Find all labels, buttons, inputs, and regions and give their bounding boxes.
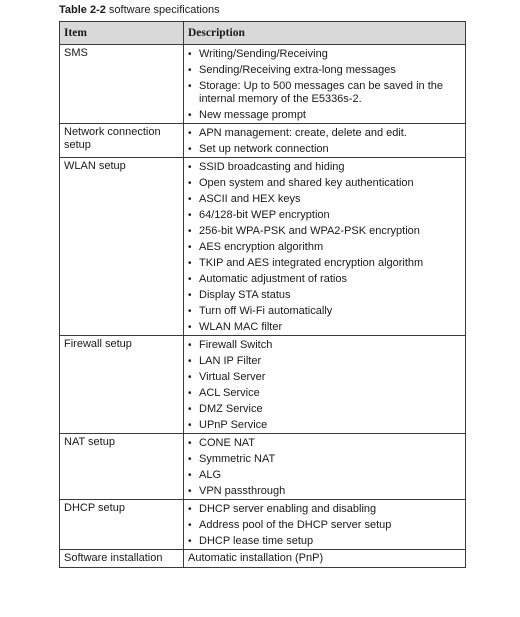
description-list-item [188,161,461,174]
bullet-icon: • [188,65,192,76]
bullet-icon: • [188,470,192,481]
description-cell [184,550,466,568]
bullet-icon: • [188,306,192,317]
software-specifications-table [59,21,466,568]
description-list-item [188,143,461,156]
description-text: Address pool of the DHCP server setup [199,519,392,531]
description-text: New message prompt [199,109,306,121]
description-list-item [188,80,461,106]
bullet-icon: • [188,388,192,399]
bullet-icon: • [188,110,192,121]
description-list-item [188,387,461,400]
item-cell: SMS [60,45,184,124]
description-text: LAN IP Filter [199,355,262,367]
table-row [60,158,466,336]
bullet-icon: • [188,420,192,431]
description-text: ACL Service [199,387,260,399]
item-cell: WLAN setup [60,158,184,336]
bullet-icon: • [188,49,192,60]
bullet-icon: • [188,438,192,449]
description-text: Automatic installation (PnP) [188,552,324,564]
bullet-icon: • [188,144,192,155]
table-caption-label: Table 2-2 [59,4,106,16]
description-list-item [188,289,461,302]
bullet-icon: • [188,290,192,301]
bullet-icon: • [188,486,192,497]
item-cell: NAT setup [60,434,184,500]
bullet-icon: • [188,372,192,383]
bullet-icon: • [188,404,192,415]
description-list-item [188,403,461,416]
bullet-icon: • [188,536,192,547]
description-text: Symmetric NAT [199,453,276,465]
description-text: DHCP lease time setup [199,535,314,547]
bullet-icon: • [188,128,192,139]
description-list-item [188,64,461,77]
header-item: Item [60,22,184,45]
bullet-icon: • [188,81,192,92]
bullet-icon: • [188,178,192,189]
description-text: 64/128-bit WEP encryption [199,209,330,221]
description-list-item [188,209,461,222]
description-list-item [188,257,461,270]
description-list-item [188,48,461,61]
bullet-icon: • [188,520,192,531]
item-cell: DHCP setup [60,500,184,550]
table-row [60,434,466,500]
description-text: Set up network connection [199,143,329,155]
description-text: ASCII and HEX keys [199,193,301,205]
bullet-icon: • [188,242,192,253]
bullet-icon: • [188,258,192,269]
bullet-icon: • [188,194,192,205]
description-list-item [188,485,461,498]
bullet-icon: • [188,504,192,515]
description-text: Display STA status [199,289,291,301]
table-body [60,45,466,568]
description-list-item [188,419,461,432]
bullet-icon: • [188,274,192,285]
description-text: APN management: create, delete and edit. [199,127,407,139]
item-cell: Firewall setup [60,336,184,434]
description-cell [184,500,466,550]
description-list-item [188,241,461,254]
description-list-item [188,225,461,238]
description-list-item [188,177,461,190]
description-list-item [188,535,461,548]
description-list-item [188,273,461,286]
bullet-icon: • [188,454,192,465]
table-row [60,124,466,158]
item-cell: Software installation [60,550,184,568]
table-row [60,45,466,124]
bullet-icon: • [188,210,192,221]
description-list-item [188,127,461,140]
description-text: WLAN MAC filter [199,321,283,333]
description-text: AES encryption algorithm [199,241,324,253]
table-caption-text: software specifications [105,4,220,16]
description-list-item [188,503,461,516]
bullet-icon: • [188,356,192,367]
bullet-icon: • [188,340,192,351]
table-row [60,550,466,568]
description-text: Automatic adjustment of ratios [199,273,347,285]
description-list-item [188,339,461,352]
description-cell [184,434,466,500]
table-row [60,336,466,434]
header-description: Description [184,22,466,45]
description-list-item [188,321,461,334]
description-list-item [188,355,461,368]
description-text: 256-bit WPA-PSK and WPA2-PSK encryption [199,225,420,237]
description-list-item [188,371,461,384]
description-list-item [188,469,461,482]
description-text: VPN passthrough [199,485,286,497]
description-text: ALG [199,469,222,481]
description-text: TKIP and AES integrated encryption algorithm [199,257,424,269]
description-text: CONE NAT [199,437,256,449]
description-text: DHCP server enabling and disabling [199,503,377,515]
bullet-icon: • [188,226,192,237]
description-list-item [188,109,461,122]
table-caption [59,4,220,16]
description-cell [184,45,466,124]
description-text: Sending/Receiving extra-long messages [199,64,396,76]
description-list-item [188,519,461,532]
description-text: Open system and shared key authentication [199,177,414,189]
description-list-item [188,193,461,206]
description-text: UPnP Service [199,419,268,431]
description-text: Firewall Switch [199,339,273,351]
bullet-icon: • [188,322,192,333]
description-list-item [188,437,461,450]
description-cell [184,336,466,434]
description-text: Turn off Wi-Fi automatically [199,305,333,317]
description-text: Storage: Up to 500 messages can be saved in the internal memory of the E5336s-2. [199,80,443,105]
description-text: DMZ Service [199,403,263,415]
description-cell [184,124,466,158]
description-list-item [188,305,461,318]
description-text: Virtual Server [199,371,266,383]
description-cell [184,158,466,336]
table-row [60,500,466,550]
description-text: SSID broadcasting and hiding [199,161,345,173]
bullet-icon: • [188,162,192,173]
description-list-item [188,453,461,466]
table-header-row [60,22,466,45]
item-cell: Network connection setup [60,124,184,158]
description-text: Writing/Sending/Receiving [199,48,328,60]
